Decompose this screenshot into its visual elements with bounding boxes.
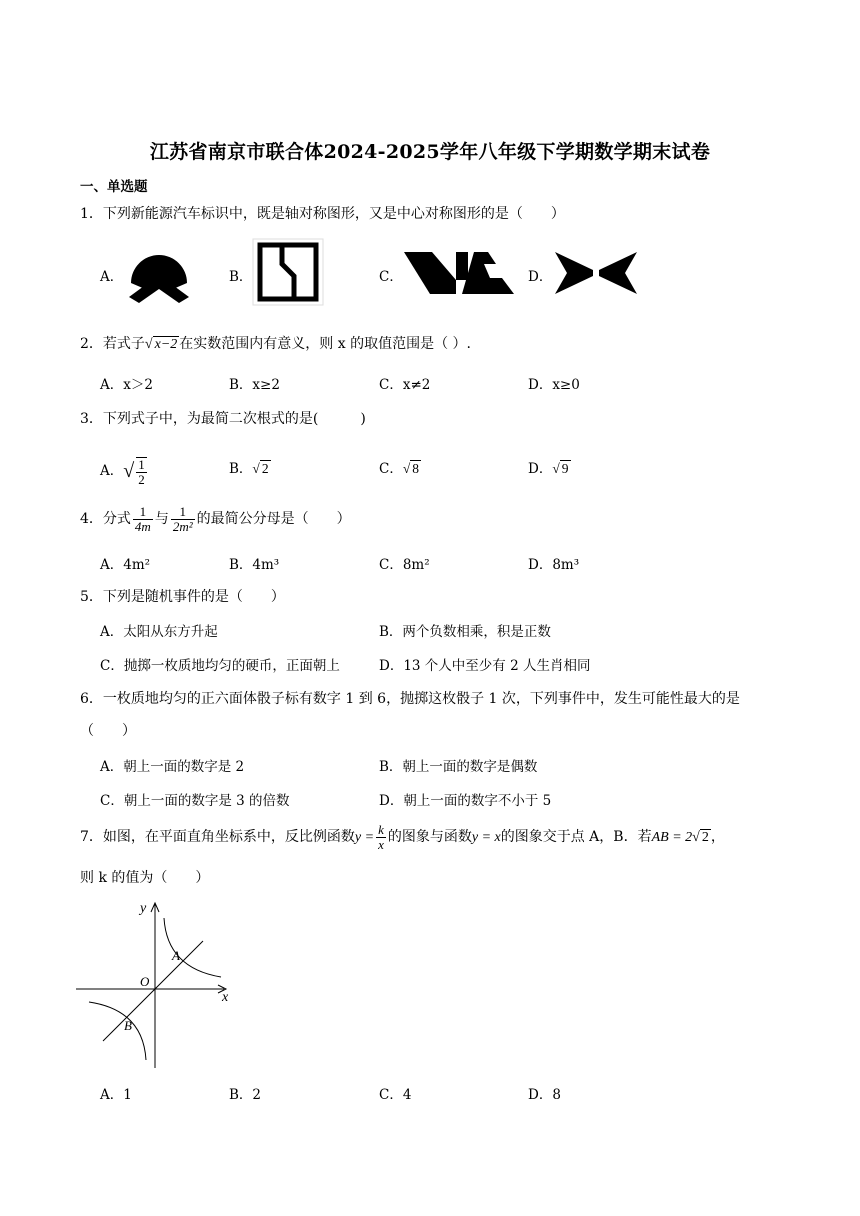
q2-option-b: B．x≥2 <box>229 377 280 393</box>
q7-frac-num: k <box>378 822 384 837</box>
q1-option-a: A． <box>100 269 124 285</box>
q4-frac1-num: 1 <box>133 505 153 520</box>
q7-option-d: D．8 <box>528 1087 561 1103</box>
q7-stem-suffix: ， <box>710 829 725 846</box>
q3-a-den: 2 <box>138 471 145 487</box>
q7-coordinate-graph <box>76 898 241 1070</box>
q7-label-x: x <box>222 990 229 1005</box>
q4-frac1-den: 4m <box>134 518 151 534</box>
q3-d-sqrt: √ 9 <box>552 461 569 476</box>
q5-option-a: A．太阳从东方升起 <box>100 624 218 640</box>
q6-option-b: B．朝上一面的数字是偶数 <box>379 759 538 775</box>
q4-option-a: A．4m² <box>100 557 151 573</box>
q3-a-sqrt: √ <box>123 460 135 483</box>
q2-stem-suffix: 在实数范围内有意义，则 x 的取值范围是（ ）. <box>179 336 471 352</box>
q1-option-b: B． <box>229 269 253 285</box>
q7-label-y: y <box>140 901 147 916</box>
q4-option-c: C．8m² <box>379 557 430 573</box>
q4-stem-mid: 与 <box>154 511 169 528</box>
q4-fraction-2 <box>171 505 195 533</box>
q5-option-d: D．13 个人中至少有 2 人生肖相同 <box>379 658 591 674</box>
q5-option-c: C．抛掷一枚质地均匀的硬币，正面朝上 <box>100 658 340 674</box>
q7-frac-den: x <box>378 836 384 852</box>
q7-fn2: y = x <box>471 830 501 846</box>
q4-option-d: D．8m³ <box>528 557 580 573</box>
q4-option-b: B．4m³ <box>229 557 280 573</box>
q7-stem-mid: 的图象与函数 <box>387 829 472 846</box>
q7-ab-radicand: 2 <box>701 830 709 846</box>
q3-d-radicand: 9 <box>561 461 569 476</box>
q7-y-eq: y = <box>354 830 375 846</box>
logo-arch-icon <box>127 243 191 305</box>
q5-option-b: B．两个负数相乘，积是正数 <box>379 624 551 640</box>
q4-frac2-num: 1 <box>171 505 195 520</box>
q6-option-a: A．朝上一面的数字是 2 <box>100 759 245 775</box>
question-7-stem-cont: 则 k 的值为（ ） <box>80 870 210 886</box>
q7-stem-mid2: 的图象交于点 A，B．若 <box>500 829 652 846</box>
q1-option-d: D． <box>528 269 553 285</box>
question-7-stem <box>80 823 725 851</box>
q4-fraction-1 <box>133 505 153 533</box>
question-2-stem <box>80 333 471 353</box>
q4-stem-prefix: 4．分式 <box>80 511 131 528</box>
q2-sqrt: √ x−2 <box>144 337 178 352</box>
logo-square-s-icon <box>252 238 324 306</box>
section-heading: 一、单选题 <box>80 179 148 195</box>
question-1-stem: 1．下列新能源汽车标识中，既是轴对称图形，又是中心对称图形的是（ ） <box>80 206 565 222</box>
q6-option-d: D．朝上一面的数字不小于 5 <box>379 793 552 809</box>
q3-option-b-label: B． <box>229 461 253 477</box>
q2-option-a: A．x＞2 <box>100 377 153 393</box>
q3-option-c-label: C． <box>379 461 403 477</box>
question-6-stem-cont: （ ） <box>80 723 136 739</box>
q6-option-c: C．朝上一面的数字是 3 的倍数 <box>100 793 290 809</box>
q2-radicand: x−2 <box>154 337 178 352</box>
q7-label-a: A <box>172 948 180 963</box>
q7-ab: AB = 2 <box>651 830 693 846</box>
q3-b-sqrt: √ 2 <box>252 461 269 476</box>
page-title: 江苏省南京市联合体2024-2025学年八年级下学期数学期末试卷 <box>149 141 711 163</box>
q1-option-c: C． <box>379 269 403 285</box>
q7-fraction <box>376 823 386 851</box>
q7-ab-sqrt: √ 2 <box>692 830 709 846</box>
logo-x-wings-icon <box>553 250 639 296</box>
q3-option-c <box>379 457 421 477</box>
q3-option-d-label: D． <box>528 461 553 477</box>
q3-option-d <box>528 457 571 477</box>
q4-frac2-den: 2m² <box>172 518 193 534</box>
q7-label-b: B <box>124 1018 132 1033</box>
q7-option-b: B．2 <box>229 1087 262 1103</box>
q3-a-fraction <box>136 457 147 486</box>
q2-option-d: D．x≥0 <box>528 377 580 393</box>
logo-slanted-bars-icon <box>404 250 516 296</box>
question-5-stem: 5．下列是随机事件的是（ ） <box>80 589 285 605</box>
q3-b-radicand: 2 <box>261 461 269 476</box>
question-4-stem <box>80 505 351 533</box>
q7-stem-prefix: 7．如图，在平面直角坐标系中，反比例函数 <box>80 829 355 846</box>
q7-label-o: O <box>140 974 150 989</box>
q7-option-c: C．4 <box>379 1087 412 1103</box>
q2-option-c: C．x≠2 <box>379 377 431 393</box>
q3-c-radicand: 8 <box>412 461 420 476</box>
q4-stem-suffix: 的最简公分母是（ ） <box>196 511 351 528</box>
q7-option-a: A．1 <box>100 1087 132 1103</box>
q3-a-num: 1 <box>138 457 145 472</box>
question-6-stem: 6．一枚质地均匀的正六面体骰子标有数字 1 到 6，抛掷这枚骰子 1 次，下列事件中，发生可能性最大的是 <box>80 691 740 707</box>
q3-c-sqrt: √ 8 <box>402 461 420 476</box>
q3-option-a <box>100 457 149 486</box>
q3-option-a-label: A． <box>100 463 124 480</box>
q3-option-b <box>229 457 271 477</box>
q2-stem-prefix: 2．若式子 <box>80 336 145 352</box>
question-3-stem: 3．下列式子中，为最简二次根式的是( ) <box>80 411 366 427</box>
